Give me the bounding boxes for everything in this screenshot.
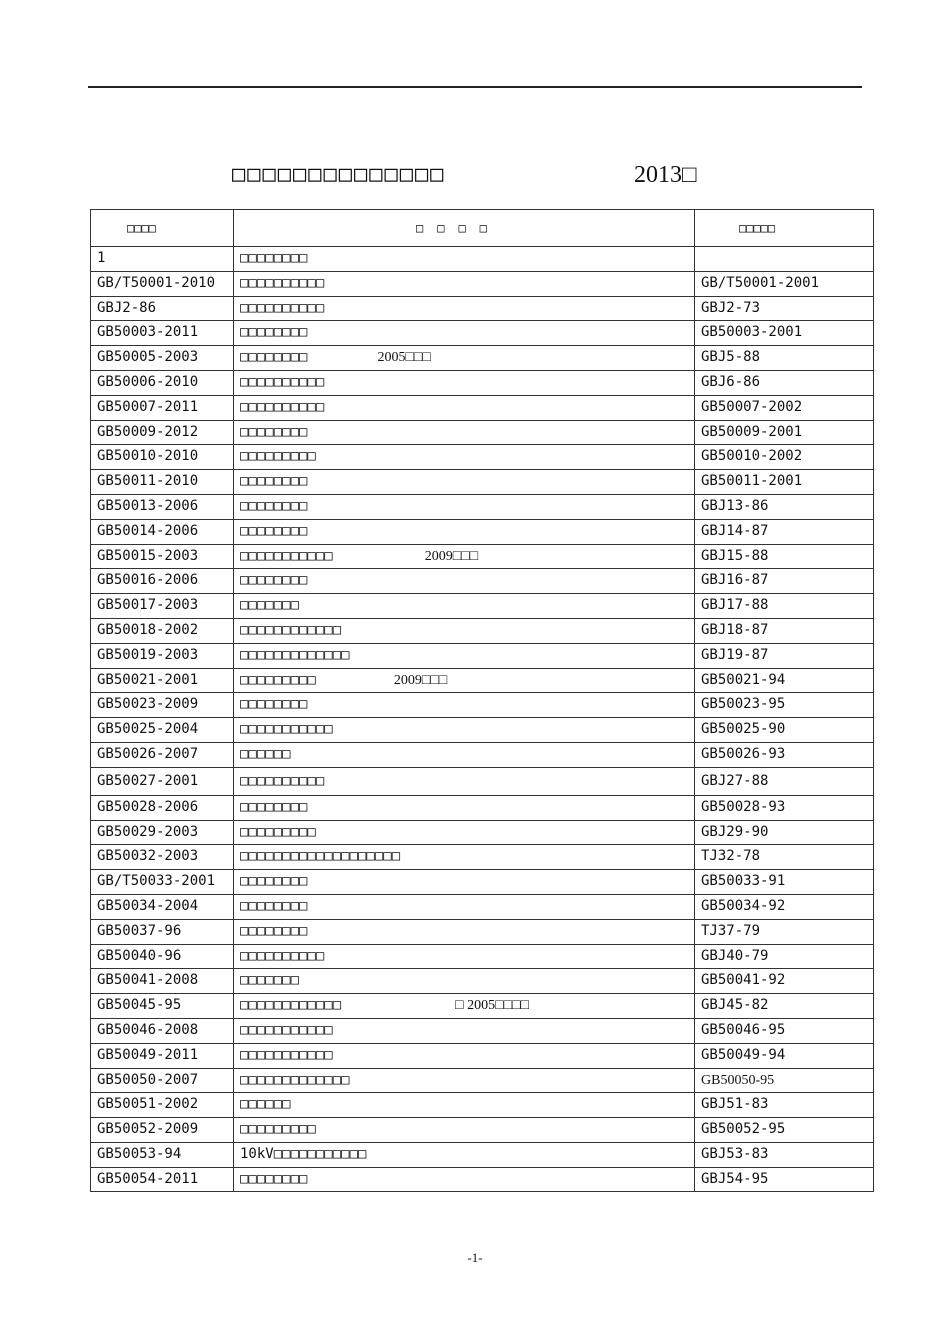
- table-row: [91, 519, 874, 544]
- standard-code: GB50010-2010: [91, 445, 234, 470]
- standard-name: □□□□□□□□: [240, 897, 308, 914]
- table-row: [91, 767, 874, 795]
- standard-code: GB50003-2011: [91, 321, 234, 346]
- standard-name: □□□□□□□□□□: [240, 299, 325, 316]
- table-row: [91, 321, 874, 346]
- replaced-standard: GBJ15-88: [695, 544, 874, 569]
- standard-name-cell: [234, 271, 695, 296]
- table-row: [91, 470, 874, 495]
- table-row: [91, 618, 874, 643]
- header-name: □□□□: [234, 210, 695, 247]
- standard-name: □□□□□□□□: [240, 497, 308, 514]
- standard-name-cell: [234, 346, 695, 371]
- replaced-standard: GB50033-91: [695, 870, 874, 895]
- standard-name-cell: [234, 618, 695, 643]
- document-title: □□□□□□□□□□□□□□: [232, 162, 446, 187]
- replaced-standard: GBJ27-88: [695, 767, 874, 795]
- standard-name-cell: [234, 767, 695, 795]
- table-row: [91, 894, 874, 919]
- standard-name-cell: [234, 944, 695, 969]
- table-row: [91, 718, 874, 743]
- standard-name-cell: [234, 370, 695, 395]
- replaced-standard: GBJ40-79: [695, 944, 874, 969]
- standard-code: GB50019-2003: [91, 643, 234, 668]
- standard-name: □□□□□□□□: [240, 522, 308, 539]
- standard-name-cell: [234, 870, 695, 895]
- standard-code: GB50025-2004: [91, 718, 234, 743]
- header-code: □□□□: [91, 210, 234, 247]
- standard-name-cell: [234, 969, 695, 994]
- table-row: [91, 643, 874, 668]
- table-row: [91, 445, 874, 470]
- standard-name: □□□□□□: [240, 745, 291, 762]
- table-row: [91, 870, 874, 895]
- table-row: [91, 494, 874, 519]
- standard-name: □□□□□□□□□□□: [240, 721, 333, 738]
- standard-code: GB50021-2001: [91, 668, 234, 693]
- replaced-standard: GBJ18-87: [695, 618, 874, 643]
- standard-code: GB50005-2003: [91, 346, 234, 371]
- table-row: [91, 994, 874, 1019]
- replaced-standard: GB50007-2002: [695, 395, 874, 420]
- replaced-standard: GBJ5-88: [695, 346, 874, 371]
- replaced-standard: GB/T50001-2001: [695, 271, 874, 296]
- standard-name: □□□□□□□□: [240, 572, 308, 589]
- document-year: 2013□: [634, 162, 697, 188]
- standard-code: GB50018-2002: [91, 618, 234, 643]
- standard-name-cell: [234, 1167, 695, 1192]
- table-row: [91, 420, 874, 445]
- standard-name: □□□□□□□□□□□□: [240, 621, 342, 638]
- standard-name-cell: [234, 845, 695, 870]
- replaced-standard: GBJ53-83: [695, 1142, 874, 1167]
- standard-name-cell: [234, 1043, 695, 1068]
- standard-code: GB50041-2008: [91, 969, 234, 994]
- replaced-standard: GBJ16-87: [695, 569, 874, 594]
- table-row: [91, 969, 874, 994]
- standard-name: □□□□□□□□□□: [240, 274, 325, 291]
- table-row: [91, 1142, 874, 1167]
- standard-name-cell: [234, 321, 695, 346]
- table-row: [91, 919, 874, 944]
- standard-name: □□□□□□□□□: [240, 448, 316, 465]
- standard-code: 1: [91, 247, 234, 272]
- standard-code: GB50015-2003: [91, 544, 234, 569]
- standard-name: □□□□□□□□□□: [240, 772, 325, 789]
- standard-code: GB50007-2011: [91, 395, 234, 420]
- standard-name-cell: [234, 395, 695, 420]
- standard-name: □□□□□□□□□□□: [240, 1021, 333, 1038]
- standard-code: GB50016-2006: [91, 569, 234, 594]
- standard-name: □□□□□□□: [240, 972, 300, 989]
- replaced-standard: TJ37-79: [695, 919, 874, 944]
- standard-code: GB50040-96: [91, 944, 234, 969]
- standard-name-cell: [234, 519, 695, 544]
- table-row: [91, 1118, 874, 1143]
- table-row: [91, 1068, 874, 1093]
- table-row: [91, 569, 874, 594]
- replaced-standard: GB50049-94: [695, 1043, 874, 1068]
- standard-name: □□□□□□□□□□: [240, 947, 325, 964]
- standard-code: GB50053-94: [91, 1142, 234, 1167]
- standard-code: GB50037-96: [91, 919, 234, 944]
- table-row: [91, 742, 874, 767]
- standard-code: GB50011-2010: [91, 470, 234, 495]
- standard-name: □□□□□□□□□□□□□: [240, 1071, 350, 1088]
- replaced-standard: GB50023-95: [695, 693, 874, 718]
- standard-name-cell: [234, 742, 695, 767]
- replaced-standard: GB50034-92: [695, 894, 874, 919]
- page-number: -1-: [467, 1250, 483, 1265]
- standard-code: GB50023-2009: [91, 693, 234, 718]
- replaced-standard: GB50021-94: [695, 668, 874, 693]
- standard-name-cell: [234, 594, 695, 619]
- standard-name-cell: [234, 420, 695, 445]
- standards-table: [90, 209, 874, 1192]
- replaced-standard: GB50050-95: [695, 1068, 874, 1093]
- standard-name-cell: [234, 693, 695, 718]
- standard-name-cell: [234, 820, 695, 845]
- replaced-standard: GBJ2-73: [695, 296, 874, 321]
- standard-name-cell: [234, 296, 695, 321]
- standard-name: □□□□□□□□□: [240, 671, 316, 688]
- standard-revision-note: □ 2005□□□□: [455, 998, 529, 1014]
- table-row: [91, 795, 874, 820]
- standard-code: GB50054-2011: [91, 1167, 234, 1192]
- table-row: [91, 944, 874, 969]
- standard-name: □□□□□□□□: [240, 1170, 308, 1187]
- replaced-standard: GB50025-90: [695, 718, 874, 743]
- standard-name: □□□□□□□□: [240, 473, 308, 490]
- standard-code: GB/T50033-2001: [91, 870, 234, 895]
- table-row: [91, 1018, 874, 1043]
- standard-code: GB50027-2001: [91, 767, 234, 795]
- replaced-standard: GBJ6-86: [695, 370, 874, 395]
- standard-revision-note: 2009□□□: [393, 672, 448, 688]
- standard-name: □□□□□□□□□□□□: [240, 997, 342, 1014]
- standard-code: GB50052-2009: [91, 1118, 234, 1143]
- table-row: [91, 1093, 874, 1118]
- standard-name-cell: [234, 247, 695, 272]
- standard-name-cell: [234, 668, 695, 693]
- standard-name: □□□□□□□□: [240, 324, 308, 341]
- standard-name: □□□□□□□□□□□: [240, 1046, 333, 1063]
- standard-name-cell: [234, 994, 695, 1019]
- header-rule: [88, 86, 862, 88]
- standard-name: □□□□□□□□: [240, 349, 308, 366]
- standard-name-cell: [234, 795, 695, 820]
- standard-name: □□□□□□□□: [240, 798, 308, 815]
- standard-name-cell: [234, 1068, 695, 1093]
- replaced-standard: GBJ29-90: [695, 820, 874, 845]
- standard-name: □□□□□□□□□□□: [240, 547, 333, 564]
- standard-code: GB50029-2003: [91, 820, 234, 845]
- standard-name-cell: [234, 544, 695, 569]
- standard-code: GB50014-2006: [91, 519, 234, 544]
- replaced-standard: GB50011-2001: [695, 470, 874, 495]
- standard-code: GB50049-2011: [91, 1043, 234, 1068]
- replaced-standard: GB50046-95: [695, 1018, 874, 1043]
- replaced-standard: GBJ51-83: [695, 1093, 874, 1118]
- replaced-standard: GB50028-93: [695, 795, 874, 820]
- standard-name-cell: [234, 1018, 695, 1043]
- standard-code: GB/T50001-2010: [91, 271, 234, 296]
- replaced-standard: TJ32-78: [695, 845, 874, 870]
- table-row: [91, 1167, 874, 1192]
- table-row: [91, 395, 874, 420]
- standard-name-cell: [234, 1142, 695, 1167]
- standard-name: □□□□□□□□□□□□□□□□□□□: [240, 848, 401, 865]
- table-header-row: [91, 210, 874, 247]
- replaced-standard: GBJ17-88: [695, 594, 874, 619]
- standard-name: □□□□□□□□: [240, 873, 308, 890]
- standard-code: GB50017-2003: [91, 594, 234, 619]
- standard-name: □□□□□□□□□□□□□: [240, 646, 350, 663]
- standard-name-cell: [234, 445, 695, 470]
- standard-name: □□□□□□□□□□: [240, 398, 325, 415]
- standard-name: □□□□□□□□□: [240, 823, 316, 840]
- standard-name-cell: [234, 643, 695, 668]
- table-row: [91, 845, 874, 870]
- standard-code: GB50046-2008: [91, 1018, 234, 1043]
- table-row: [91, 271, 874, 296]
- standard-code: GB50032-2003: [91, 845, 234, 870]
- standard-name-cell: [234, 718, 695, 743]
- table-row: [91, 296, 874, 321]
- table-row: [91, 820, 874, 845]
- replaced-standard: GB50010-2002: [695, 445, 874, 470]
- replaced-standard: GB50052-95: [695, 1118, 874, 1143]
- standard-code: GB50006-2010: [91, 370, 234, 395]
- standard-code: GB50045-95: [91, 994, 234, 1019]
- standard-code: GB50050-2007: [91, 1068, 234, 1093]
- standard-name: □□□□□□□□□□: [240, 373, 325, 390]
- replaced-standard: GBJ13-86: [695, 494, 874, 519]
- table-body: [91, 247, 874, 1192]
- standard-name: □□□□□□: [240, 1096, 291, 1113]
- standard-revision-note: 2009□□□: [424, 548, 479, 564]
- table-row: [91, 370, 874, 395]
- replaced-standard: [695, 247, 874, 272]
- standard-name: □□□□□□□□: [240, 423, 308, 440]
- replaced-standard: GB50041-92: [695, 969, 874, 994]
- replaced-standard: GBJ45-82: [695, 994, 874, 1019]
- standard-name-cell: [234, 1118, 695, 1143]
- replaced-standard: GB50003-2001: [695, 321, 874, 346]
- table-row: [91, 1043, 874, 1068]
- standard-code: GB50026-2007: [91, 742, 234, 767]
- standard-name-cell: [234, 569, 695, 594]
- standard-revision-note: 2005□□□: [377, 350, 431, 366]
- table-row: [91, 594, 874, 619]
- standard-name-cell: [234, 1093, 695, 1118]
- standard-code: GB50013-2006: [91, 494, 234, 519]
- replaced-standard: GB50026-93: [695, 742, 874, 767]
- table-row: [91, 693, 874, 718]
- header-replaced: □□□□□: [695, 210, 874, 247]
- table-row: [91, 544, 874, 569]
- table-row: [91, 346, 874, 371]
- replaced-standard: GBJ14-87: [695, 519, 874, 544]
- standard-name-cell: [234, 894, 695, 919]
- standard-code: GBJ2-86: [91, 296, 234, 321]
- replaced-standard: GB50009-2001: [695, 420, 874, 445]
- table-row: [91, 247, 874, 272]
- replaced-standard: GBJ54-95: [695, 1167, 874, 1192]
- table-row: [91, 668, 874, 693]
- standard-name-cell: [234, 919, 695, 944]
- standard-name: □□□□□□□□: [240, 922, 308, 939]
- standard-code: GB50028-2006: [91, 795, 234, 820]
- standard-name: 10kV□□□□□□□□□□□: [240, 1145, 367, 1162]
- standard-name-cell: [234, 494, 695, 519]
- standard-name: □□□□□□□□: [240, 696, 308, 713]
- standard-name: □□□□□□□: [240, 597, 300, 614]
- standard-code: GB50034-2004: [91, 894, 234, 919]
- standard-code: GB50051-2002: [91, 1093, 234, 1118]
- standard-name: □□□□□□□□: [240, 250, 308, 266]
- replaced-standard: GBJ19-87: [695, 643, 874, 668]
- standard-name: □□□□□□□□□: [240, 1121, 316, 1138]
- standard-name-cell: [234, 470, 695, 495]
- standard-code: GB50009-2012: [91, 420, 234, 445]
